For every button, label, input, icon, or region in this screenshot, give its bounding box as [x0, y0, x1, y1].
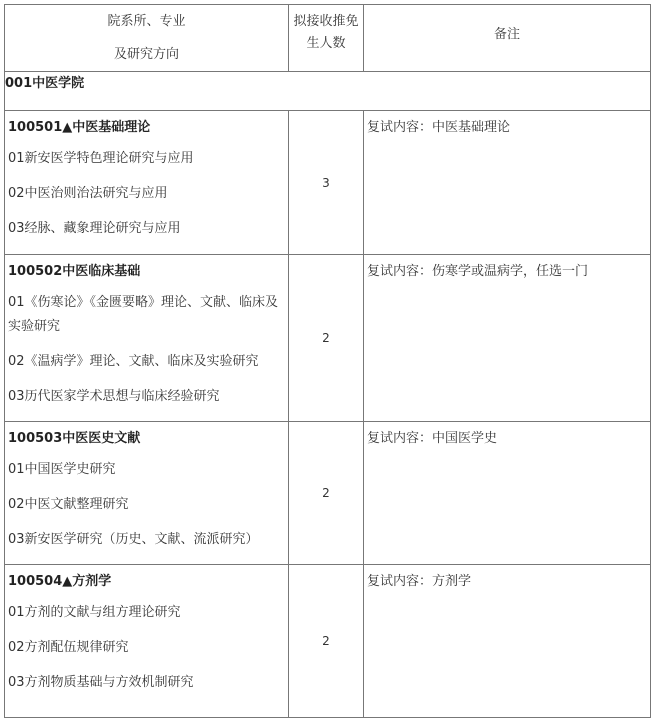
major-title: 100501▲中医基础理论	[8, 120, 151, 135]
major-cell	[5, 111, 289, 255]
research-direction: 03历代医家学术思想与临床经验研究	[8, 389, 220, 404]
quota-cell: 3	[289, 111, 364, 255]
major-cell	[5, 565, 289, 718]
major-row	[5, 111, 651, 255]
header-department-line1: 院系所、专业	[107, 14, 186, 29]
college-row	[5, 72, 651, 111]
research-direction: 01方剂的文献与组方理论研究	[8, 605, 181, 620]
major-row	[5, 422, 651, 565]
research-direction: 02中医文献整理研究	[8, 497, 129, 512]
college-name: 001中医学院	[5, 72, 651, 111]
header-department-line2: 及研究方向	[113, 47, 179, 62]
research-direction: 02方剂配伍规律研究	[8, 640, 129, 655]
remark-cell: 复试内容：伤寒学或温病学，任选一门	[364, 255, 651, 422]
research-direction: 03方剂物质基础与方效机制研究	[8, 675, 194, 690]
research-direction: 01新安医学特色理论研究与应用	[8, 151, 194, 166]
research-direction: 03新安医学研究（历史、文献、流派研究）	[8, 532, 259, 547]
research-direction: 01《伤寒论》《金匮要略》理论、文献、临床及实验研究	[8, 295, 279, 334]
quota-cell: 2	[289, 422, 364, 565]
header-cell-department	[5, 5, 289, 72]
quota-cell: 2	[289, 255, 364, 422]
header-quota-line1: 拟接收推免	[293, 14, 359, 29]
header-quota-line2: 生人数	[306, 36, 346, 51]
major-title: 100502中医临床基础	[8, 264, 141, 279]
header-row	[5, 5, 651, 72]
major-row	[5, 255, 651, 422]
major-title: 100503中医医史文献	[8, 431, 141, 446]
remark-cell: 复试内容：中国医学史	[364, 422, 651, 565]
header-cell-quota	[289, 5, 364, 72]
research-direction: 01中国医学史研究	[8, 462, 116, 477]
research-direction: 03经脉、藏象理论研究与应用	[8, 221, 181, 236]
major-row	[5, 565, 651, 718]
major-cell	[5, 422, 289, 565]
research-direction: 02中医治则治法研究与应用	[8, 186, 168, 201]
remark-cell: 复试内容：方剂学	[364, 565, 651, 718]
remark-cell: 复试内容：中医基础理论	[364, 111, 651, 255]
header-cell-remark: 备注	[364, 5, 651, 72]
admissions-table	[4, 4, 651, 718]
research-direction: 02《温病学》理论、文献、临床及实验研究	[8, 354, 259, 369]
major-cell	[5, 255, 289, 422]
quota-cell: 2	[289, 565, 364, 718]
major-title: 100504▲方剂学	[8, 574, 112, 589]
